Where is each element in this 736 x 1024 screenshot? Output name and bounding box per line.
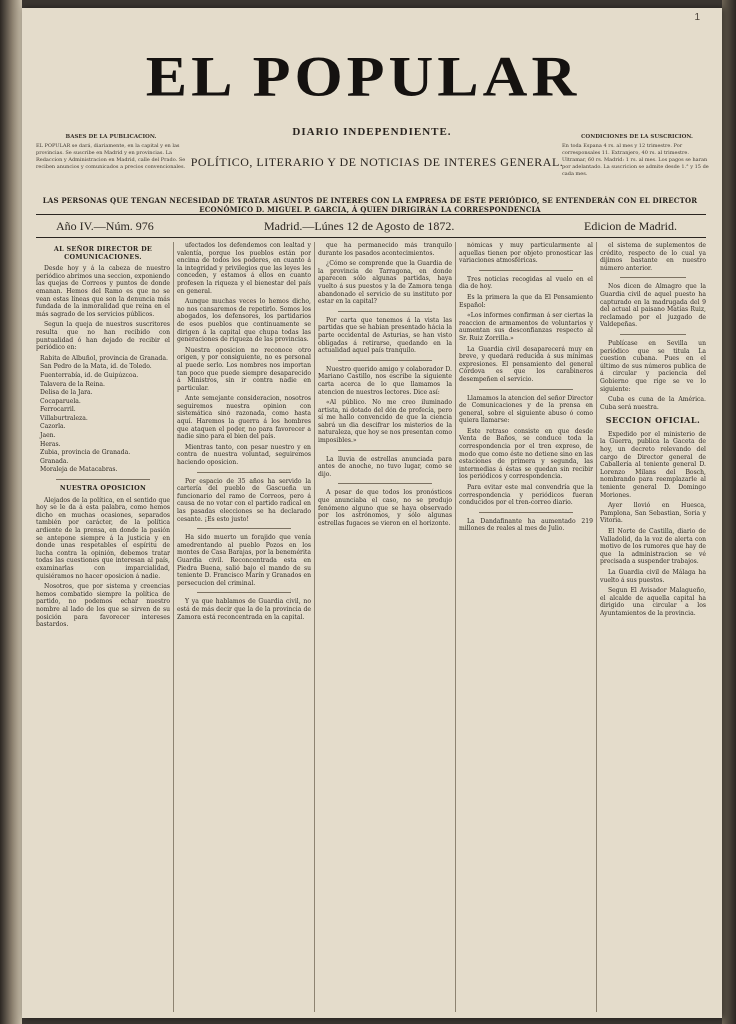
article-paragraph: La Guardia civil desaparecerá muy en breve, y quedará reducida á sus mínimas expresiones. El pensamiento del general Córdova es que los carabineros desempeñen el servicio. (459, 345, 593, 383)
correspondence-notice: LAS PERSONAS QUE TENGAN NECESIDAD DE TRATAR ASUNTOS DE INTERES CON LA EMPRESA DE ESTE PERIÓDICO, SE ENTENDERÁN CON EL DIRECTOR ECONÓMICO D. MIGUEL P. GARCIA, Á QUIEN DIRIGIRÁN LA CORRESPONDENCIA (42, 196, 698, 214)
left-box-header: BASES DE LA PUBLICACION. (65, 134, 157, 140)
column-separator (173, 242, 174, 1012)
column-separator (455, 242, 456, 1012)
section-rule (197, 472, 291, 473)
place-item: Heras. (40, 440, 61, 448)
issue-number: Año IV.—Núm. 976 (56, 219, 154, 233)
article-columns (36, 242, 706, 1012)
article-paragraph: Nuestro querido amigo y colaborador D. Mariano Castillo, nos escribe la siguiente carta acerca de lo que llamamos la atencion de nuestros lectores. Dice así: (318, 365, 452, 396)
article-paragraph: Alejados de la política, en el sentido que hoy se le da á esta palabra, como hemos dicho en muchas ocasiones, separados también por carácter, de la política ardiente de la prensa, en donde la pasión se antepone siempre á la justicia y en donde unas respetables el espíritu de lucha contra la opinión, debemos tratar todas las cuestiones que interesan al país, examinarlas con imparcialidad, quisiéramos no hacer oposicion á nadie. (36, 496, 170, 580)
place-item: Granada. (40, 457, 69, 465)
place-item: San Pedro de la Mata, id. de Toledo. (40, 363, 152, 371)
newspaper-page (22, 8, 722, 1018)
article-paragraph: ¿Cómo se comprende que la Guardia de la provincia de Tarragona, en donde aparecen sólo algunas partidas, haya vuelto á sus puestos y la de Zamora tenga abandonado el servicio de su instituto por estar en la capital? (318, 260, 452, 306)
left-info-box (36, 134, 186, 171)
column-5 (600, 242, 706, 1012)
article-paragraph: Ha sido muerto un forajido que venía amedrentando al pueblo Pozos en los montes de Casa Barajas, por la benemérita Guardia civil. Reconcentrada esta en Piedra Buena, salió bajo el mando de su teniente D. Francisco Marín y Granados en persecucion del criminal. (177, 534, 311, 587)
divider-top (36, 214, 706, 215)
masthead-title: EL POPULAR (145, 45, 581, 109)
place-item: Cazorla. (40, 423, 66, 431)
section-rule (338, 483, 432, 484)
divider-bottom (36, 237, 706, 238)
official-section-heading: SECCION OFICIAL. (605, 415, 701, 426)
article-paragraph: Nuestra oposicion no reconoce otro origen, y por consiguiente, no es personal al puede serlo. Los nombres nos importan tan poco que puede siempre desaparecido á Ministros, sin ir contra nadie en particular. (177, 346, 311, 392)
article-paragraph: Nosotros, que por sistema y creencias hemos combatido siempre la política de partido, no podemos echar nuestro nombre al lado de los que se sirven de su posición para favorecer intereses bastardos. (36, 583, 170, 629)
section-rule (338, 360, 432, 361)
article-paragraph: que ha permanecido más tranquilo durante los pasados acontecimientos. (318, 242, 452, 257)
article-paragraph: Mientras tanto, con pesar nuestro y en contra de nuestra voluntad, seguiremos haciendo oposicion. (177, 443, 311, 467)
section-rule (197, 592, 291, 593)
masthead-tagline: POLÍTICO, LITERARIO Y DE NOTICIAS DE INTERES GENERAL. (190, 155, 564, 169)
article-paragraph: Aunque muchas veces lo hemos dicho, no nos cansaremos de repetirlo. Somos los abogados, los defensores, los partidarios de esos pueblos que continuamente se dirigen á la capital que chupa todas las generaciones de riqueza de las provincias. (177, 298, 311, 344)
places-list (36, 355, 170, 474)
section-rule (620, 334, 686, 335)
article-heading: NUESTRA OPOSICION (59, 484, 147, 493)
place-item: Cocaparuela. (40, 397, 81, 405)
article-paragraph: A pesar de que todos los pronósticos que anunciaba el caso, no se produjo fenómeno alguno que se haya observado por los astrónomos, y sólo algunas estrellas fugaces se vieron en el horizonte. (318, 489, 452, 527)
article-paragraph: La Dandafinante ha aumentado 219 millones de reales al mes de Julio. (459, 517, 593, 533)
section-rule (479, 512, 573, 513)
place-item: Jaen. (40, 432, 56, 440)
article-paragraph: Este retraso consiste en que desde Venta de Baños, se conduce toda la correspondencia por el tren expreso, de modo que como éste no detiene sino en las estaciones de primera y segunda, las intermedias á éstas se quedan sin recibir los periódicos y correspondencia. (459, 427, 593, 481)
article-paragraph: Ayer llovió en Huesca, Pamplona, San Sebastian, Soria y Vitoria. (600, 502, 706, 525)
article-paragraph: Segun la queja de nuestros suscritores resulta que no han recibido con puntualidad ó han dejado de recibir el periódico en: (36, 321, 170, 352)
right-box-text: En toda Espana 4 rs. al mes y 12 trimestre. Por corresponsales 11. Extranjero, 40 rs. al trimestre. Ultramar, 60 rs. Madrid: 1 rs. al mes. Los pagos se haran por adelantado. La suscricion se admite desde 1.° y 15 de cada mes. (562, 143, 709, 177)
place-item: Delisa de la Jara. (40, 389, 93, 397)
article-paragraph: nómicas y muy particularmente al aquellas tienen por objeto pronosticar las variaciones atmosféricas. (459, 242, 593, 265)
column-3 (318, 242, 452, 1012)
article-paragraph: La Guardia civil de Málaga ha vuelto á sus puestos. (600, 568, 706, 584)
right-page-edge (722, 0, 736, 1024)
article-paragraph: Expedido por el ministerio de la Guerra, publica la Gaceta de hoy, un decreto relevando del cargo de Director general de Caballería al teniente general D. Lorenzo Milans del Bosch, nombrando para reemplazarle al teniente general D. Domingo Moriones. (600, 430, 706, 499)
place-item: Ferrocarril. (40, 406, 76, 414)
section-rule (479, 270, 573, 271)
column-1 (36, 242, 170, 1012)
article-paragraph: Desde hoy y á la cabeza de nuestro periódico abrimos una seccion, exponiendo las quejas de Correos y puntos de donde emanan. Hemos del Ramo es que no se vean estas líneas que son la denuncia más fundada de la inmoralidad que reina en el más sagrado de los servicios públicos. (36, 265, 170, 318)
article-paragraph: Y ya que hablamos de Guardia civil, no está de más decir que la de la provincia de Zamora está reconcentrada en la capital. (177, 598, 311, 621)
masthead-subtitle: DIARIO INDEPENDIENTE. (292, 126, 452, 138)
article-paragraph: «Los informes confirman á ser ciertas la reaccion de armamentos de voluntarios y aumentan sus desconfianzas respecto al Sr. Ruiz Zorrilla.» (459, 312, 593, 342)
left-page-edge (0, 0, 22, 1024)
article-paragraph: Es la primera la que da El Pensamiento Español: (459, 293, 593, 309)
section-rule (338, 311, 432, 312)
place-item: Rabita de Albuñol, provincia de Granada. (40, 354, 168, 362)
article-paragraph: El Norte de Castilla, diario de Valladolid, da la voz de alerta con motivo de los rumores que hay de que la administracion se vé precisada a suspender trabajos. (600, 528, 706, 566)
left-box-text: EL POPULAR se dará, diariamente, en la capital y en las provincias. Se suscribe en Madrid y en provincias. La Redaccion y Administracion en Madrid, calle del Prado. Se reciben anuncios y comunicados a precios convencionales. (36, 143, 186, 170)
section-rule (56, 479, 150, 480)
place-item: Fuenterrabía, id. de Guipúzcoa. (40, 371, 139, 379)
article-paragraph: La lluvia de estrellas anunciada para antes de anoche, no tuvo lugar, como se dijo. (318, 455, 452, 478)
article-paragraph: Cuba es cuna de la América. Cuba será nuestra. (600, 396, 706, 411)
article-paragraph: Segun El Avisador Malagueño, el alcalde de aquella capital ha dirigido una circular a los Ayuntamientos de la provincia. (600, 587, 706, 617)
article-paragraph: Llamamos la atencion del señor Director de Comunicaciones y de la prensa en general, sobre el siguiente abuso ó como quiera llamarse: (459, 394, 593, 425)
page-number: 1 (694, 12, 700, 23)
column-separator (596, 242, 597, 1012)
place-item: Villaburtraleza. (40, 414, 88, 422)
issue-date: Madrid.—Lúnes 12 de Agosto de 1872. (264, 219, 455, 233)
section-rule (479, 389, 573, 390)
article-paragraph: ufectados los defendemos con lealtad y valentía, porque los pueblos están por encima de todos los poderes, en cuanto á la integridad y privilegios que las leyes les conceden, y estamos á ellos en cuanto profesen la riqueza y el bienestar del país en general. (177, 242, 311, 295)
article-paragraph: Nos dicen de Almagro que la Guardia civil de aquel puesto ha capturado en la madrugada del 9 del actual al paisano Matías Ruiz, reclamado por el juzgado de Valdepeñas. (600, 283, 706, 329)
article-paragraph: Ante semejante consideracion, nosotros seguiremos nuestra opinion con sistemática sinó razonada, como hasta aquí. Haremos la guerra á los hombres que ataquen el poder, no para favorecer a nadie sino para el bien del país. (177, 395, 311, 441)
article-paragraph: «Al público. No me creo iluminado artista, ni dotado del dón de profecía, pero sí me hallo convencido de que la ciencia sabrá un dia descifrar los misterios de la naturaleza, que hoy se nos presentan como imposibles.» (318, 399, 452, 445)
article-paragraph: el sistema de suplementos de crédito, respecto de lo cual ya dijimos bastante en nuestro número anterior. (600, 242, 706, 272)
place-item: Zubia, provincia de Granada. (40, 449, 131, 457)
article-paragraph: Por espacio de 35 años ha servido la cartería del pueblo de Gascueña un funcionario del ramo de Correos, pero á causa de no votar con el partido radical en las pasadas elecciones se ha declarado cesante. ¡Es esto justo! (177, 477, 311, 523)
edition-label: Edicion de Madrid. (584, 219, 677, 233)
right-box-header: CONDICIONES DE LA SUSCRICION. (581, 134, 693, 140)
place-item: Talavera de la Reina. (40, 380, 105, 388)
column-2 (177, 242, 311, 1012)
article-heading: AL SEÑOR DIRECTOR DE COMUNICACIONES. (53, 245, 153, 261)
right-info-box (562, 134, 712, 178)
section-rule (338, 450, 432, 451)
article-paragraph: Publícase en Sevilla un periódico que se titula La cuestion cubana. Pues en el último de sus números publica de á circular y paciencia del Gobierno que rige se ve lo siguiente: (600, 339, 706, 393)
article-paragraph: Para evitar este mal convendría que la correspondencia y periódicos fueran conducidos por el tren-correo diario. (459, 484, 593, 507)
dateline (36, 216, 706, 236)
column-separator (314, 242, 315, 1012)
column-4 (459, 242, 593, 1012)
section-rule (197, 528, 291, 529)
article-paragraph: Por carta que tenemos á la vista las partidas que se habian presentado hácia la parte occidental de Asturias, se han visto obligadas á retirarse, quedando en la actualidad aquel país tranquilo. (318, 316, 452, 355)
section-rule (620, 277, 686, 278)
article-paragraph: Tres noticias recogidas al vuelo en el dia de hoy. (459, 275, 593, 291)
place-item: Moraleja de Matacabras. (40, 466, 118, 474)
